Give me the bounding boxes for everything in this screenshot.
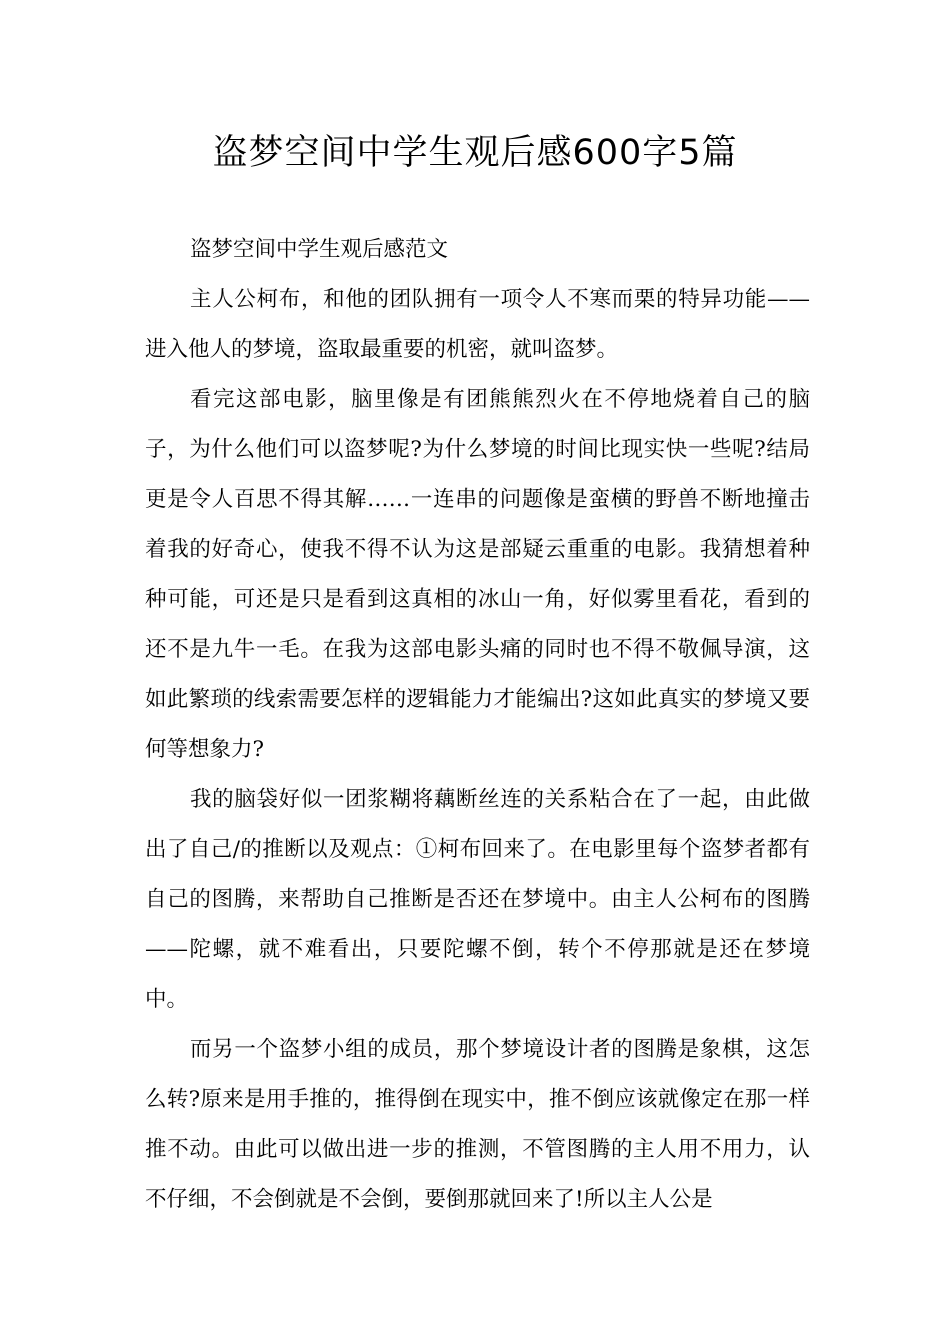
subtitle-paragraph: 盗梦空间中学生观后感范文 bbox=[190, 237, 449, 262]
body-paragraph: 而另一个盗梦小组的成员，那个梦境设计者的图腾是象棋，这怎么转?原来是用手推的，推得倒在现实中，推不倒应该就像定在那一样推不动。由此可以做出进一步的推测，不管图腾的主人用不用力，认不仔细，不会倒就是不会倒，要倒那就回来了!所以主人公是 bbox=[145, 1037, 810, 1212]
body-paragraph: 我的脑袋好似一团浆糊将藕断丝连的关系粘合在了一起，由此做出了自己/的推断以及观点：①柯布回来了。在电影里每个盗梦者都有自己的图腾，来帮助自己推断是否还在梦境中。由主人公柯布的图腾——陀螺，就不难看出，只要陀螺不倒，转个不停那就是还在梦境中。 bbox=[145, 787, 810, 1012]
body-paragraph: 看完这部电影，脑里像是有团熊熊烈火在不停地烧着自己的脑子，为什么他们可以盗梦呢?为什么梦境的时间比现实快一些呢?结局更是令人百思不得其解……一连串的问题像是蛮横的野兽不断地撞击着我的好奇心，使我不得不认为这是部疑云重重的电影。我猜想着种种可能，可还是只是看到这真相的冰山一角，好似雾里看花，看到的还不是九牛一毛。在我为这部电影头痛的同时也不得不敬佩导演，这如此繁琐的线索需要怎样的逻辑能力才能编出?这如此真实的梦境又要何等想象力? bbox=[145, 387, 810, 762]
body-paragraph: 主人公柯布，和他的团队拥有一项令人不寒而栗的特异功能——进入他人的梦境，盗取最重要的机密，就叫盗梦。 bbox=[145, 287, 810, 362]
document-body bbox=[145, 225, 810, 1225]
page-title: 盗梦空间中学生观后感600字5篇 bbox=[212, 133, 738, 173]
